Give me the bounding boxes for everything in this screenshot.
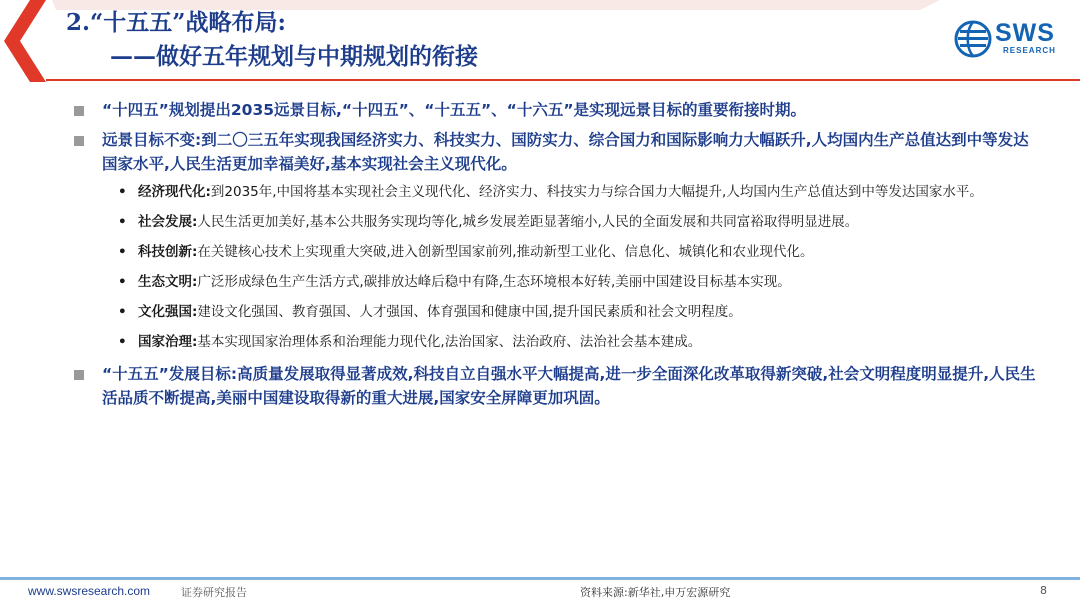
logo-subtext: RESEARCH	[1003, 46, 1056, 55]
globe-icon	[954, 20, 992, 58]
bullet-text: “十四五”规划提出2035远景目标,“十四五”、“十五五”、“十六五”是实现远景目标的重要衔接时期。	[102, 101, 807, 119]
footer-source-note: 资料来源:新华社,申万宏源研究	[580, 586, 731, 599]
sub-bullet-item	[116, 302, 1037, 322]
sub-bullet-text: 在关键核心技术上实现重大突破,进入创新型国家前列,推动新型工业化、信息化、城镇化和农业现代化。	[197, 244, 814, 260]
sws-logo	[954, 18, 1064, 62]
sub-bullet-text: 广泛形成绿色生产生活方式,碳排放达峰后稳中有降,生态环境根本好转,美丽中国建设目标基本实现。	[197, 274, 791, 290]
logo-text: SWS	[995, 19, 1055, 47]
dot-bullet-icon: •	[118, 214, 127, 230]
slide-subtitle: ——做好五年规划与中期规划的衔接	[110, 43, 478, 70]
sub-bullet-item	[116, 242, 1037, 262]
bullet-item	[72, 362, 1037, 410]
page-number: 8	[1040, 584, 1047, 597]
bullet-item	[72, 128, 1037, 176]
sub-bullet-item	[116, 212, 1037, 232]
footer-website-link[interactable]: www.swsresearch.com	[28, 584, 151, 598]
sub-bullet-item	[116, 272, 1037, 292]
bullet-text: 远景目标不变:到二〇三五年实现我国经济实力、科技实力、国防实力、综合国力和国际影响力大幅跃升,人均国内生产总值达到中等发达国家水平,人民生活更加幸福美好,基本实现社会主义现代化。	[102, 131, 1029, 173]
dot-bullet-icon: •	[118, 274, 127, 290]
square-bullet-icon	[74, 136, 84, 146]
sub-bullet-text: 到2035年,中国将基本实现社会主义现代化、经济实力、科技实力与综合国力大幅提升,人均国内生产总值达到中等发达国家水平。	[210, 184, 983, 200]
footer-divider	[0, 577, 1080, 580]
square-bullet-icon	[74, 106, 84, 116]
sub-bullet-label: 生态文明:	[138, 274, 198, 290]
sub-bullet-item	[116, 182, 1037, 202]
sub-bullet-label: 社会发展:	[138, 214, 198, 230]
sub-bullet-text: 建设文化强国、教育强国、人才强国、体育强国和健康中国,提升国民素质和社会文明程度。	[197, 304, 742, 320]
sub-bullet-label: 文化强国:	[138, 304, 198, 320]
sub-bullet-list	[72, 182, 1037, 352]
dot-bullet-icon: •	[118, 244, 127, 260]
bullet-text: “十五五”发展目标:高质量发展取得显著成效,科技自立自强水平大幅提高,进一步全面深化改革取得新突破,社会文明程度明显提升,人民生活品质不断提高,美丽中国建设取得新的重大进展,国家安全屏障更加巩固。	[102, 365, 1036, 407]
square-bullet-icon	[74, 370, 84, 380]
footer-report-label: 证券研究报告	[181, 586, 247, 599]
dot-bullet-icon: •	[118, 334, 127, 350]
slide-header	[0, 0, 1080, 82]
dot-bullet-icon: •	[118, 184, 127, 200]
slide-content	[72, 98, 1037, 416]
bullet-item	[72, 98, 1037, 122]
sub-bullet-label: 经济现代化:	[138, 184, 211, 200]
slide-title: 2.“十五五”战略布局:	[66, 9, 286, 36]
sub-bullet-label: 科技创新:	[138, 244, 198, 260]
sub-bullet-item	[116, 332, 1037, 352]
sub-bullet-text: 人民生活更加美好,基本公共服务实现均等化,城乡发展差距显著缩小,人民的全面发展和共同富裕取得明显进展。	[197, 214, 859, 230]
sub-bullet-text: 基本实现国家治理体系和治理能力现代化,法治国家、法治政府、法治社会基本建成。	[197, 334, 702, 350]
sub-bullet-label: 国家治理:	[138, 334, 198, 350]
dot-bullet-icon: •	[118, 304, 127, 320]
